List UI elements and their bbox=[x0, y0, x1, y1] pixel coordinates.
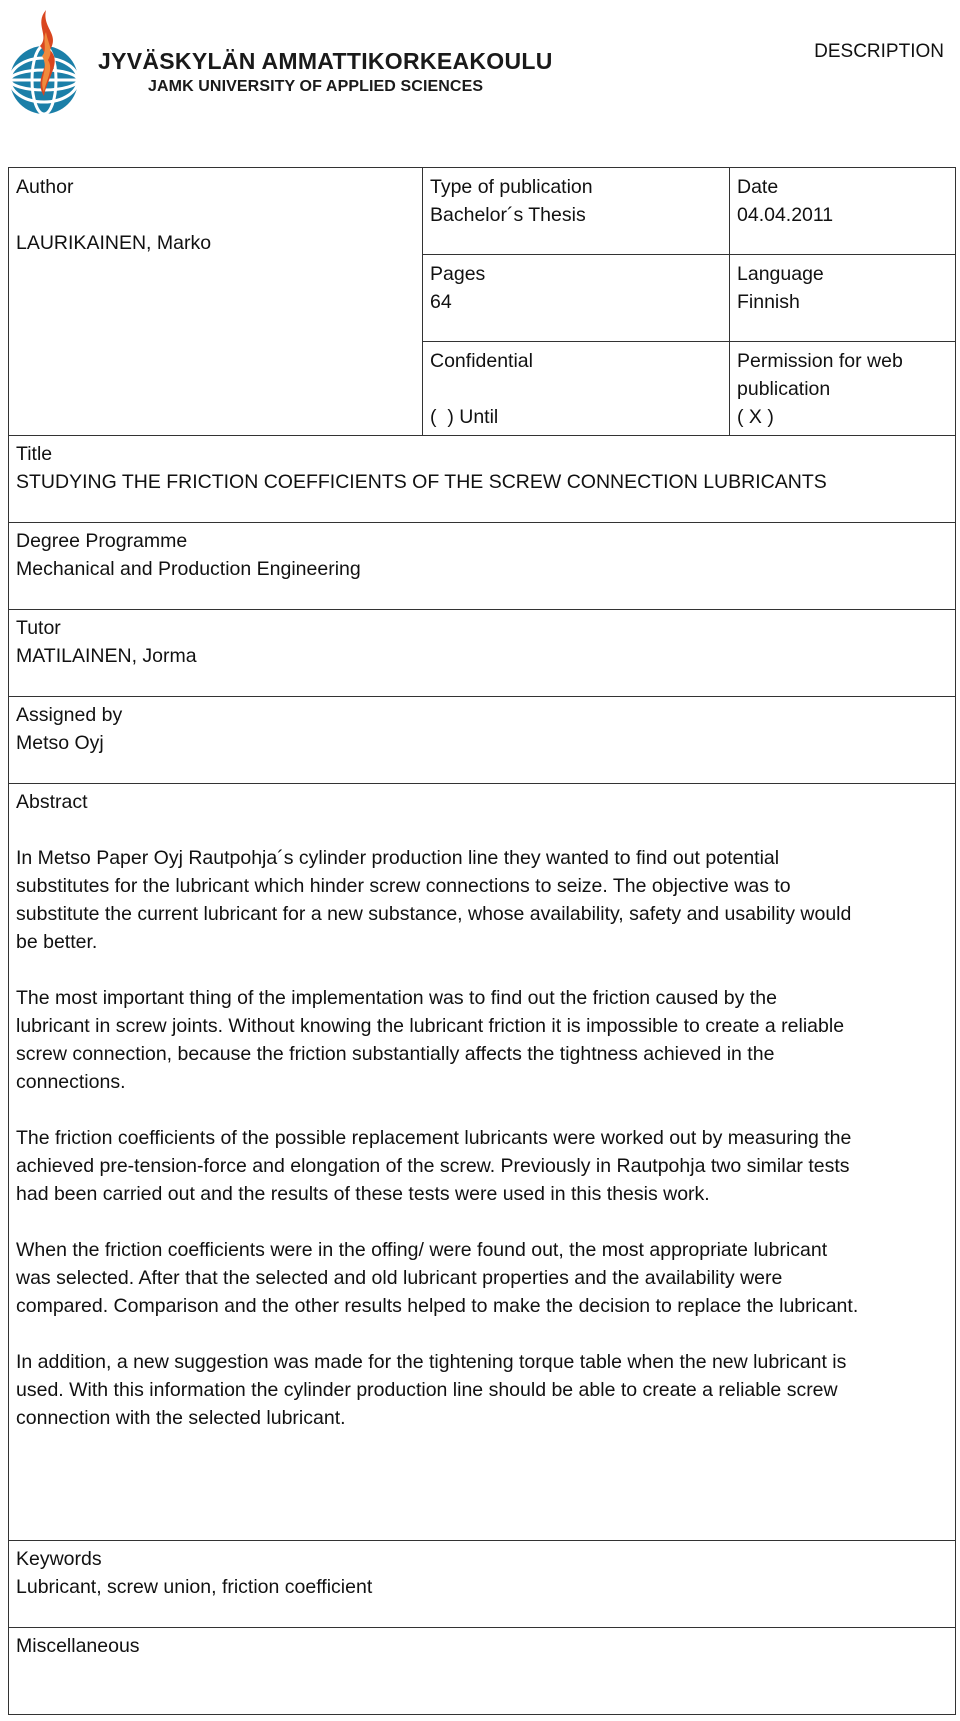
pages-label: Pages bbox=[430, 263, 486, 285]
date-label: Date bbox=[737, 176, 779, 198]
jamk-logo-icon bbox=[4, 6, 84, 116]
author-label: Author bbox=[16, 176, 74, 198]
abstract-body bbox=[16, 844, 948, 1432]
title-label: Title bbox=[16, 443, 53, 465]
confidential-label: Confidential bbox=[430, 350, 533, 372]
abstract-line: had been carried out and the results of these tests were used in this thesis work. bbox=[16, 1183, 710, 1205]
thesis-title: STUDYING THE FRICTION COEFFICIENTS OF THE SCREW CONNECTION LUBRICANTS bbox=[16, 471, 827, 493]
degree-value: Mechanical and Production Engineering bbox=[16, 558, 361, 580]
keywords-label: Keywords bbox=[16, 1548, 102, 1570]
abstract-line: lubricant in screw joints. Without knowing the lubricant friction it is impossible to create a reliable bbox=[16, 1015, 845, 1037]
publication-type-value: Bachelor´s Thesis bbox=[430, 204, 586, 226]
miscellaneous-label: Miscellaneous bbox=[16, 1635, 140, 1657]
publication-info-block bbox=[9, 168, 955, 435]
language-label: Language bbox=[737, 263, 824, 285]
web-permission-cell bbox=[730, 342, 956, 436]
abstract-line: used. With this information the cylinder production line should be able to create a reliable screw bbox=[16, 1379, 838, 1401]
abstract-line: In addition, a new suggestion was made for the tightening torque table when the new lubricant is bbox=[16, 1351, 847, 1373]
abstract-line: screw connection, because the friction substantially affects the tightness achieved in the bbox=[16, 1043, 775, 1065]
abstract-line: connections. bbox=[16, 1071, 126, 1093]
confidential-value: ( ) Until bbox=[430, 406, 499, 428]
date-value: 04.04.2011 bbox=[737, 204, 834, 226]
assigned-value: Metso Oyj bbox=[16, 732, 104, 754]
abstract-label: Abstract bbox=[16, 791, 88, 813]
tutor-row bbox=[9, 609, 955, 696]
author-cell bbox=[9, 168, 422, 262]
tutor-value: MATILAINEN, Jorma bbox=[16, 645, 197, 667]
abstract-line: compared. Comparison and the other results helped to make the decision to replace the lubricant. bbox=[16, 1295, 859, 1317]
institution-name-english: JAMK UNIVERSITY OF APPLIED SCIENCES bbox=[148, 78, 484, 95]
degree-label: Degree Programme bbox=[16, 530, 188, 552]
abstract-line: The friction coefficients of the possible replacement lubricants were worked out by measuring the bbox=[16, 1127, 852, 1149]
description-form bbox=[8, 167, 956, 1715]
date-cell bbox=[730, 168, 956, 234]
abstract-line: substitute the current lubricant for a new substance, whose availability, safety and usability would bbox=[16, 903, 852, 925]
abstract-line: was selected. After that the selected and old lubricant properties and the availability were bbox=[16, 1267, 783, 1289]
abstract-line: achieved pre-tension-force and elongation of the screw. Previously in Rautpohja two similar tests bbox=[16, 1155, 850, 1177]
abstract-paragraph bbox=[16, 984, 948, 1096]
institution-name: JYVÄSKYLÄN AMMATTIKORKEAKOULU bbox=[98, 48, 553, 74]
author-value: LAURIKAINEN, Marko bbox=[16, 232, 212, 254]
assigned-label: Assigned by bbox=[16, 704, 123, 726]
abstract-paragraph bbox=[16, 1124, 948, 1208]
assigned-row bbox=[9, 696, 955, 783]
title-row bbox=[9, 435, 955, 522]
tutor-label: Tutor bbox=[16, 617, 61, 639]
web-permission-label: Permission for web bbox=[737, 350, 903, 372]
abstract-line: connection with the selected lubricant. bbox=[16, 1407, 346, 1429]
pages-value: 64 bbox=[430, 291, 452, 313]
pages-cell bbox=[423, 255, 729, 321]
web-permission-value: ( X ) bbox=[737, 406, 774, 428]
publication-type-cell bbox=[423, 168, 729, 234]
abstract-paragraph bbox=[16, 1236, 948, 1320]
document-type: DESCRIPTION bbox=[814, 41, 944, 62]
abstract-line: When the friction coefficients were in the offing/ were found out, the most appropriate lubricant bbox=[16, 1239, 828, 1261]
confidential-cell bbox=[423, 342, 729, 436]
degree-row bbox=[9, 522, 955, 609]
page-header bbox=[0, 0, 960, 140]
abstract-paragraph bbox=[16, 844, 948, 956]
abstract-line: substitutes for the lubricant which hinder screw connections to seize. The objective was to bbox=[16, 875, 791, 897]
abstract-line: be better. bbox=[16, 931, 98, 953]
keywords-row bbox=[9, 1540, 955, 1627]
abstract-line: The most important thing of the implementation was to find out the friction caused by the bbox=[16, 987, 777, 1009]
miscellaneous-row bbox=[9, 1627, 955, 1714]
publication-type-label: Type of publication bbox=[430, 176, 593, 198]
abstract-paragraph bbox=[16, 1348, 948, 1432]
abstract-line: In Metso Paper Oyj Rautpohja´s cylinder production line they wanted to find out potential bbox=[16, 847, 780, 869]
language-value: Finnish bbox=[737, 291, 800, 313]
abstract-row bbox=[9, 783, 955, 1540]
language-cell bbox=[730, 255, 956, 321]
web-permission-label-cont: publication bbox=[737, 378, 831, 400]
keywords-value: Lubricant, screw union, friction coefficient bbox=[16, 1576, 373, 1598]
